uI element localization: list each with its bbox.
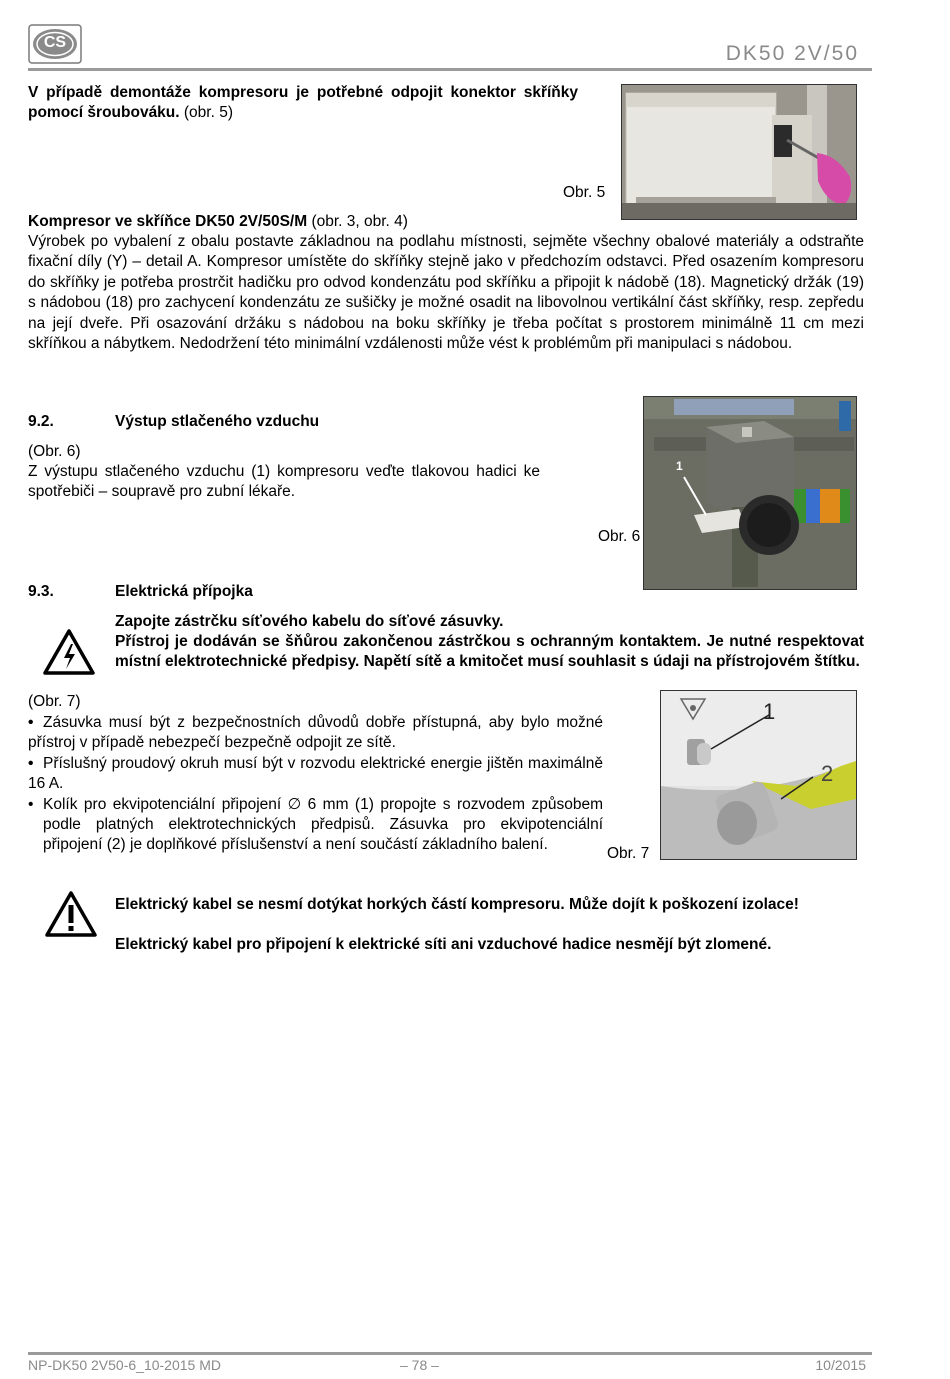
header-model: DK50 2V/50 — [725, 42, 859, 65]
electrical-bullet-list — [28, 713, 603, 856]
section-92-title: Výstup stlačeného vzduchu — [115, 413, 320, 430]
fig6-label-1: 1 — [676, 459, 683, 473]
fig7-caption: Obr. 7 — [607, 845, 650, 862]
caution-line-2: Elektrický kabel pro připojení k elektrické síti ani vzduchové hadice nesmějí být zlomené. — [115, 936, 772, 953]
section-93-number: 9.3. — [28, 583, 54, 600]
language-badge — [28, 24, 82, 64]
dismount-paragraph — [28, 83, 578, 124]
bullet-text: Zásuvka musí být z bezpečnostních důvodů dobře přístupná, aby bylo možné přístroj v případě nebezpečí bezpečně odpojit ze sítě. — [28, 714, 603, 752]
language-badge-text: CS — [43, 34, 67, 51]
section-93-title: Elektrická přípojka — [115, 583, 253, 600]
fig5-caption: Obr. 5 — [563, 184, 606, 201]
cabinet-title-bold: Kompresor ve skříňce DK50 2V/50S/M — [28, 213, 308, 230]
section-92-text: Z výstupu stlačeného vzduchu (1) kompresoru veďte tlakovou hadici ke spotřebiči – soupravě pro zubní lékaře. — [28, 463, 540, 501]
dismount-ref: (obr. 5) — [179, 104, 234, 122]
fig5-image — [621, 84, 857, 220]
header-rule — [28, 68, 872, 71]
fig7-image — [660, 690, 857, 860]
bullet-item: • • Zásuvka musí být z bezpečnostních důvodů dobře přístupná, aby bylo možné přístroj v případě nebezpečí bezpečně odpojit ze sítě. — [28, 713, 603, 754]
bullet-text: Kolík pro ekvipotenciální připojení ∅ 6 mm (1) propojte s rozvodem způsobem podle platných elektrotechnických předpisů. Zásuvka pro ekvipotenciální připojení (2) je doplňkové příslušenství a není součástí základního balení. — [43, 795, 603, 854]
fig7-label-1: 1 — [763, 699, 776, 724]
cabinet-title — [28, 212, 568, 232]
footer-date: 10/2015 — [815, 1357, 866, 1373]
caution-line-1: Elektrický kabel se nesmí dotýkat horkých částí kompresoru. Může dojít k poškození izolace! — [115, 896, 799, 913]
electrical-warning-icon — [42, 628, 96, 676]
section-92-number: 9.2. — [28, 413, 54, 430]
footer-rule — [28, 1352, 872, 1355]
section-92-ref: (Obr. 6) — [28, 443, 81, 460]
compressor-connector-photo — [622, 85, 856, 219]
cabinet-paragraph: Výrobek po vybalení z obalu postavte základnou na podlahu místnosti, sejměte všechny obalové materiály a odstraňte fixační díly (Y) – detail A. Kompresor umístěte do skříňky stejně jako v předchozím odstavci. Před osazením kompresoru do skříňky je potřeba prostrčit hadičku pro odvod kondenzátu pod skříňku a připojit k nádobě (18). Magnetický držák (19) s nádobou (18) pro zachycení kondenzátu ze sušičky je možné osadit na libovolnou vertikální část skříňky, resp. zepředu na její dveře. Při osazování držáku s nádobou na boku skříňky je třeba počítat s prostorem minimálně 11 cm mezi skříňkou a nábytkem. Nedodržení této minimální vzdálenosti může vést k problémům při manipulaci s nádobou. — [28, 233, 864, 353]
bullet-item — [28, 795, 603, 856]
fig6-caption: Obr. 6 — [598, 528, 641, 545]
air-outlet-render — [644, 397, 856, 589]
footer-page-number: – 78 – — [400, 1357, 439, 1373]
warning-line-1: Zapojte zástrčku síťového kabelu do síťové zásuvky. — [115, 613, 504, 630]
warning-line-2: Přístroj je dodáván se šňůrou zakončenou zástrčkou s ochranným kontaktem. Je nutné respektovat místní elektrotechnické předpisy. Napětí sítě a kmitočet musí souhlasit s údaji na přístrojovém štítku. — [115, 633, 864, 671]
fig7-label-2: 2 — [821, 761, 834, 786]
fig6-image — [643, 396, 857, 590]
bullet-item: • • Příslušný proudový okruh musí být v rozvodu elektrické energie jištěn maximálně 16 A. — [28, 754, 603, 795]
bullet-text: Příslušný proudový okruh musí být v rozvodu elektrické energie jištěn maximálně 16 A. — [28, 754, 603, 793]
cabinet-title-ref: (obr. 3, obr. 4) — [307, 213, 408, 230]
caution-warning-icon — [44, 890, 98, 938]
footer-doc-id: NP-DK50 2V50-6_10-2015 MD — [28, 1357, 221, 1373]
dismount-text: V případě demontáže kompresoru je potřebné odpojit konektor skříňky pomocí šroubováku. — [28, 84, 578, 122]
section-93-ref: (Obr. 7) — [28, 693, 81, 710]
